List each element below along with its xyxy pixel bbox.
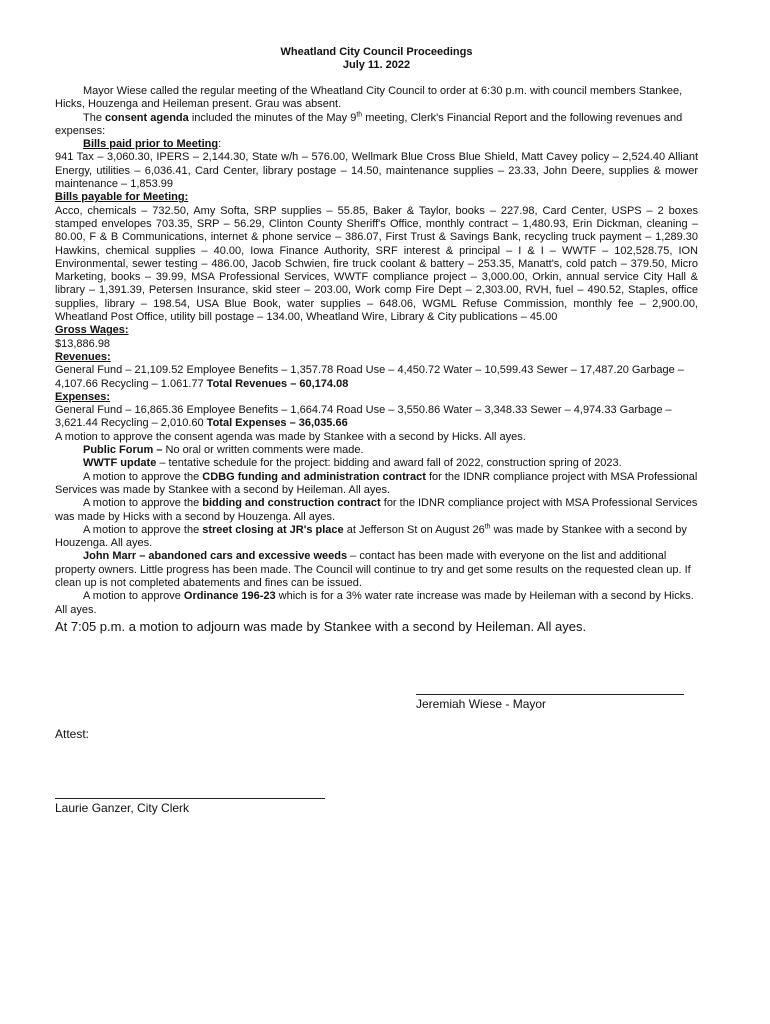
street-closing-motion: A motion to approve the street closing at JR's place at Jefferson St on August 26th was made by Stankee with a second by Houzenga. All ayes. — [55, 523, 687, 550]
call-to-order: Mayor Wiese called the regular meeting of the Wheatland City Council to order at 6:30 p.m. with council members Stankee, Hicks, Houzenga and Heileman present. Grau was absent. — [55, 85, 683, 111]
document-date: July 11. 2022 — [342, 59, 411, 71]
cdbg-motion: A motion to approve the CDBG funding and administration contract for the IDNR compliance project with MSA Professional Services was made by Stankee with a second by Heileman. All ayes. — [55, 470, 698, 496]
revenues-heading: Revenues: — [55, 350, 111, 363]
document-body — [55, 46, 698, 635]
john-marr-item: John Marr – abandoned cars and excessive weeds – contact has been made with everyone on the list and additional property owners. Little progress has been made. The Council will continue to try and get some results on the requested clean up. If clean up is not completed abatements and fines can be issued. — [55, 550, 691, 589]
bills-prior-list: 941 Tax – 3,060.30, IPERS – 2,144.30, State w/h – 576.00, Wellmark Blue Cross Blue Shield, Matt Cavey policy – 2,524.40 Alliant Energy, utilities – 6,036.41, Card Center, library postage – 14.50, maintenance supplies – 23.33, John Deere, supplies & mower maintenance – 1,853.99 — [55, 151, 698, 191]
gross-wages-heading: Gross Wages: — [55, 324, 129, 337]
wwtf-update: WWTF update – tentative schedule for the project: bidding and award fall of 2022, construction spring of 2023. — [83, 457, 622, 470]
attest-label: Attest: — [55, 727, 90, 741]
expenses-heading: Expenses: — [55, 390, 111, 403]
consent-motion: A motion to approve the consent agenda was made by Stankee with a second by Hicks. All ayes. — [55, 430, 526, 443]
gross-wages-value: $13,886.98 — [55, 337, 111, 350]
expenses-list: General Fund – 16,865.36 Employee Benefits – 1,664.74 Road Use – 3,550.86 Water – 3,348.33 Sewer – 4,974.33 Garbage – 3,621.44 Recycling – 2,010.60 Total Expenses – 36,035.66 — [55, 404, 672, 430]
bidding-motion: A motion to approve the bidding and construction contract for the IDNR compliance project with MSA Professional Services was made by Hicks with a second by Houzenga. All ayes. — [55, 497, 698, 523]
adjourn-motion: At 7:05 p.m. a motion to adjourn was made by Stankee with a second by Heileman. All ayes. — [55, 618, 587, 634]
mayor-signature-line — [416, 694, 684, 695]
public-forum: Public Forum – No oral or written comments were made. — [83, 444, 364, 457]
document-title: Wheatland City Council Proceedings — [280, 46, 473, 58]
bills-prior-heading: Bills paid prior to Meeting: — [83, 138, 222, 151]
bills-payable-heading: Bills payable for Meeting: — [55, 191, 189, 204]
bills-payable-list: Acco, chemicals – 732.50, Amy Softa, SRP supplies – 55.85, Baker & Taylor, books – 227.98, Card Center, USPS – 2 boxes stamped envelopes 703.35, SRP – 56.29, Clinton County Sheriff's Office, monthly contract – 1,480.93, Erin Dickman, cleaning – 80.00, F & B Communications, internet & phone service – 386.07, First Trust & Savings Bank, recycling truck payment – 1,289.30 Hawkins, chemical supplies – 40.00, Iowa Finance Authority, SRF interest & principal – I & I – WWTF – 102,528.75, ION Environmental, sewer testing – 486.00, Jacob Schwien, fire truck coolant & battery – 253.35, Manatt's, cold patch – 379.50, Micro Marketing, books – 39.99, MSA Professional Services, WWTF compliance project – 3,000.00, Orkin, annual service City Hall & library – 1,391.39, Petersen Insurance, skid steer – 203.00, Work comp Fire Dept – 2,303.00, RVH, fuel – 490.52, Staples, office supplies, library – 198.54, USA Blue Book, water supplies – 648.06, WGML Refuse Commission, monthly fee – 2,900.00, Wheatland Post Office, utility bill postage – 134.00, Wheatland Wire, Library & City publications – 45.00 — [55, 204, 698, 324]
consent-agenda-intro: The consent agenda included the minutes of the May 9th meeting, Clerk's Financial Report and the following revenues and expenses: — [55, 110, 683, 137]
clerk-signature-line — [55, 798, 325, 799]
revenues-list: General Fund – 21,109.52 Employee Benefits – 1,357.78 Road Use – 4,450.72 Water – 10,599.43 Sewer – 17,487.20 Garbage – 4,107.66 Recycling – 1.061.77 Total Revenues – 60,174.08 — [55, 364, 684, 390]
mayor-signature-name: Jeremiah Wiese - Mayor — [416, 697, 547, 711]
ordinance-motion: A motion to approve Ordinance 196-23 which is for a 3% water rate increase was made by Heileman with a second by Hicks. All ayes. — [55, 590, 694, 616]
clerk-signature-name: Laurie Ganzer, City Clerk — [55, 801, 190, 815]
